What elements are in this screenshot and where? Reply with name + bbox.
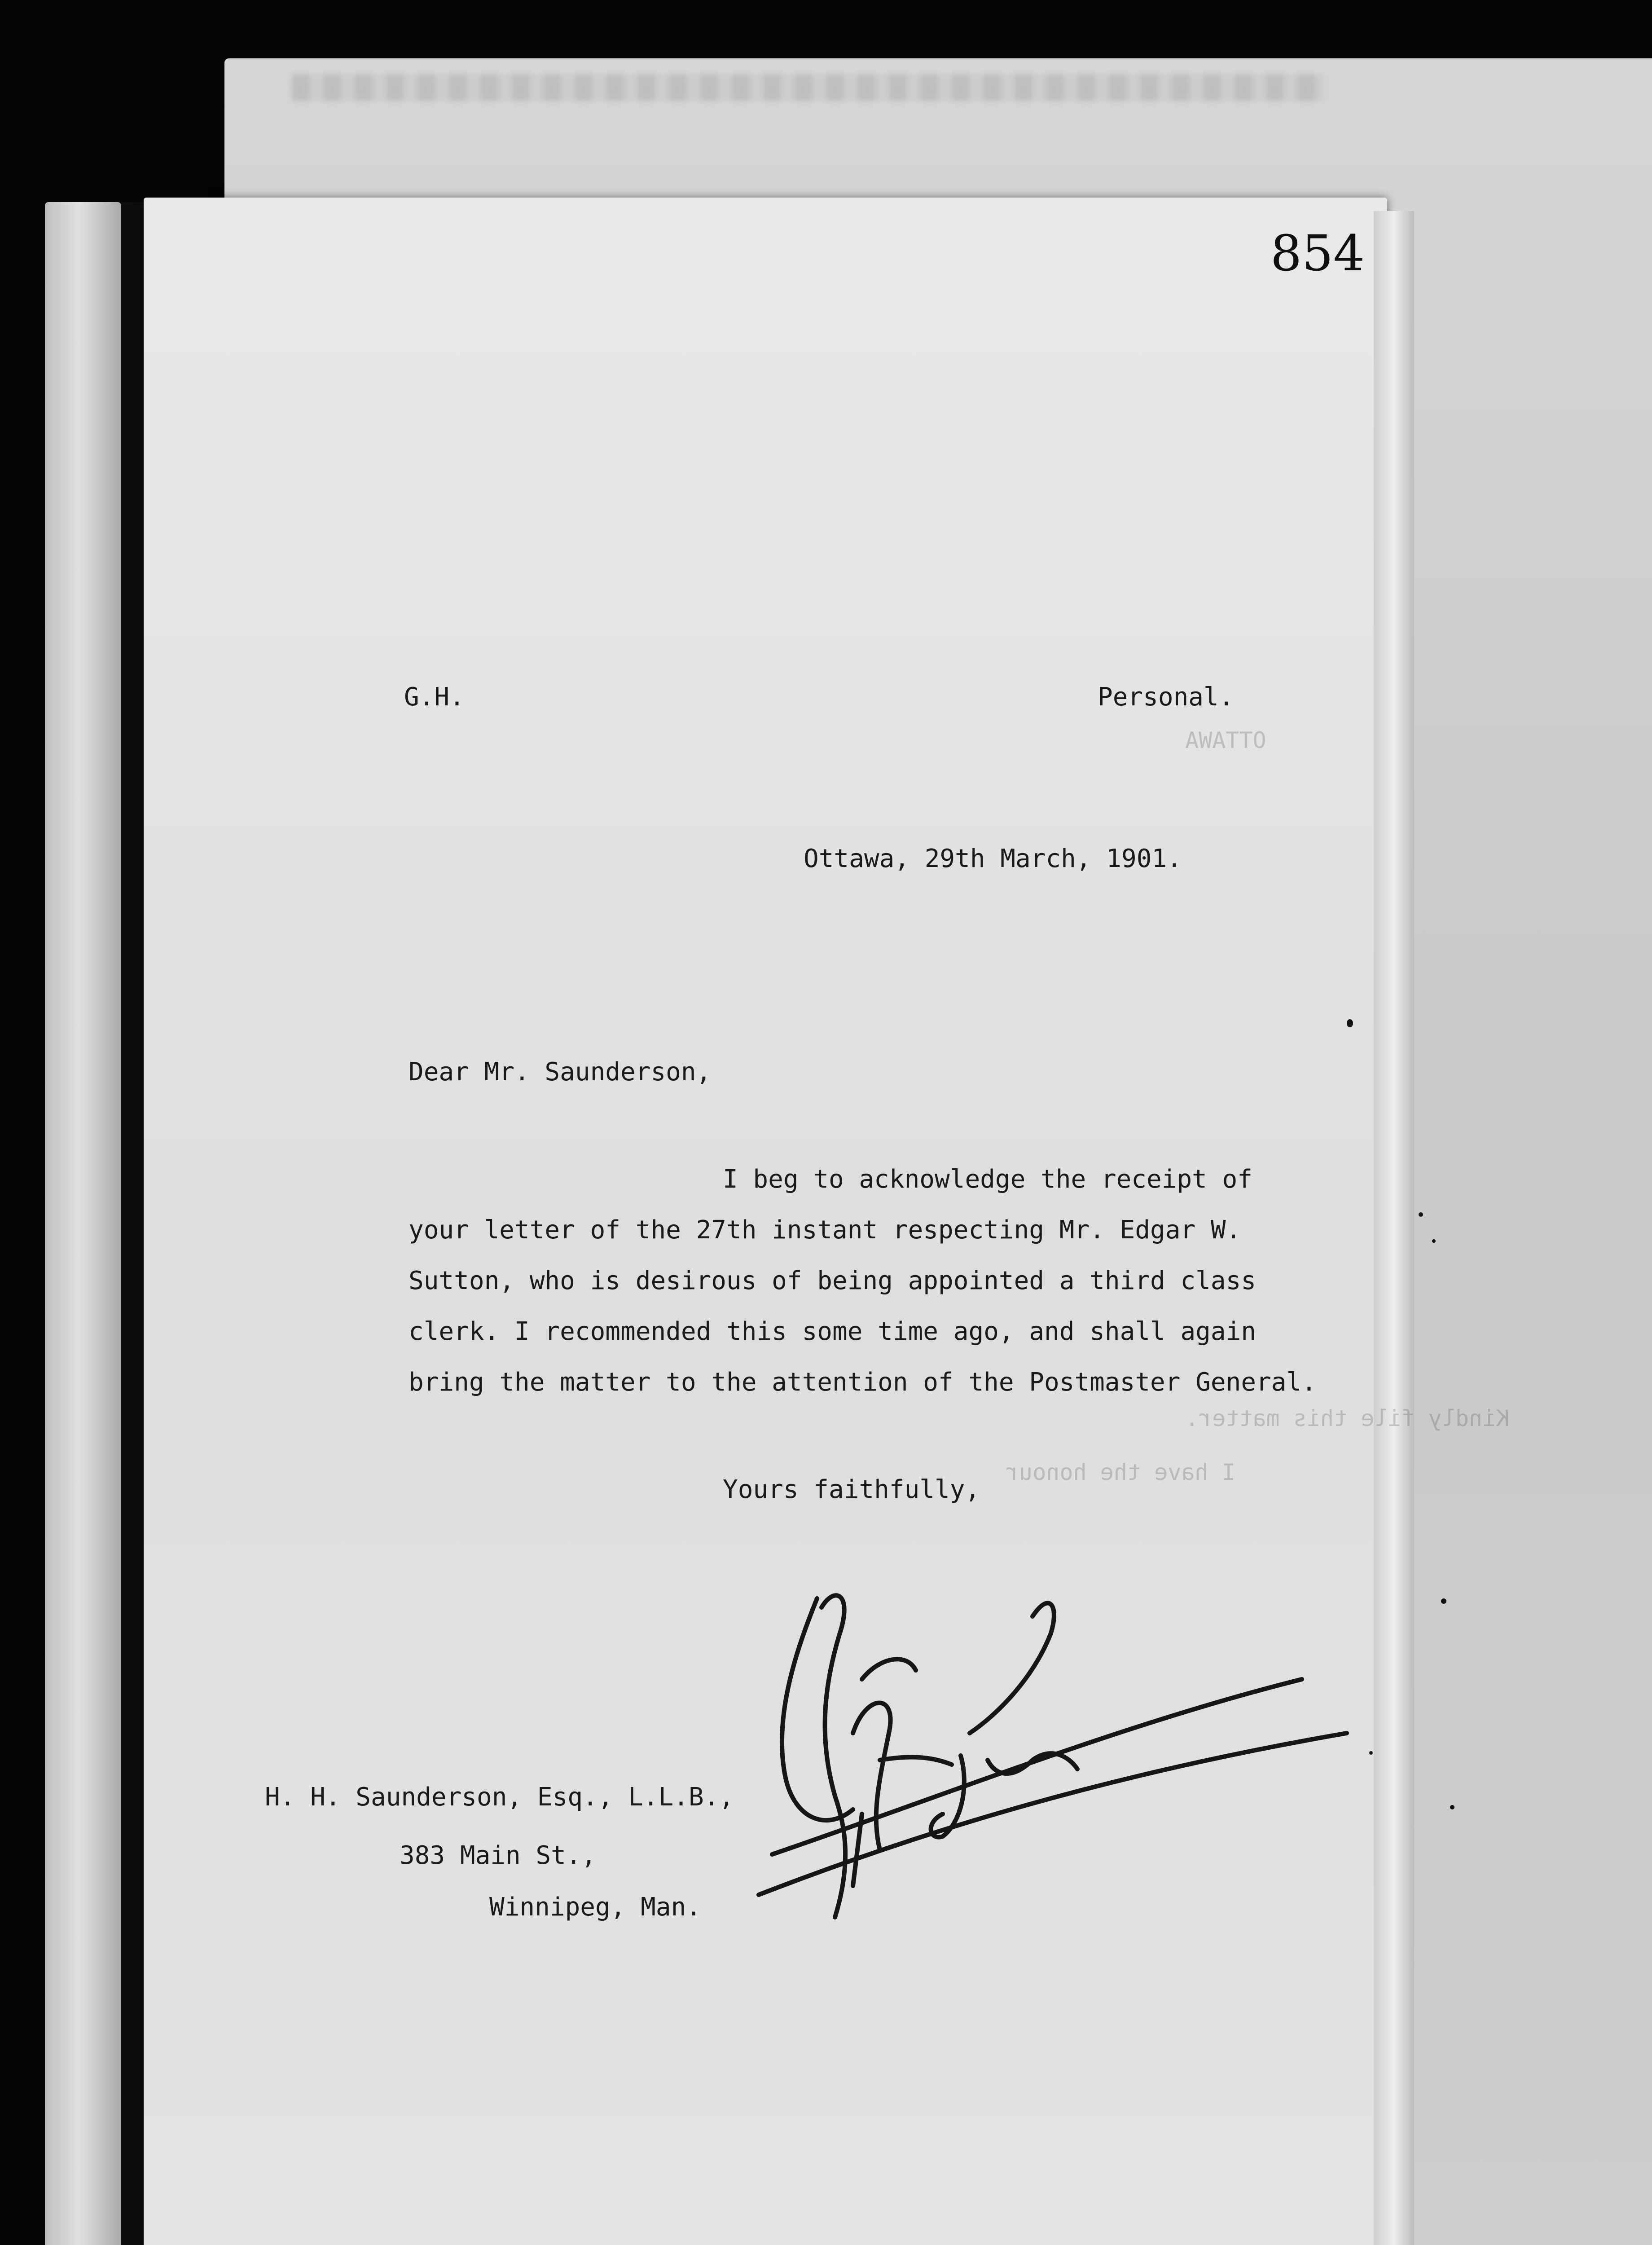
body-line: your letter of the 27th instant respecting Mr. Edgar W.	[409, 1215, 1241, 1245]
back-sheet-bleed-text	[292, 74, 1324, 101]
body-line: clerk. I recommended this some time ago, and shall again	[409, 1317, 1257, 1346]
show-through-text: OTTAWA	[1185, 727, 1266, 753]
speck	[1432, 1239, 1436, 1243]
page-number: 854	[1270, 224, 1365, 282]
show-through-text: I have the honour	[1006, 1459, 1235, 1485]
letter-body	[409, 1154, 1396, 1408]
speck	[1450, 1805, 1454, 1809]
date-line: Ottawa, 29th March, 1901.	[804, 844, 1182, 873]
body-line: Sutton, who is desirous of being appointed a third class	[409, 1266, 1257, 1295]
binding-strip	[45, 202, 121, 2245]
salutation: Dear Mr. Saunderson,	[409, 1057, 712, 1087]
recipient-name: H. H. Saunderson, Esq., L.L.B.,	[265, 1783, 734, 1812]
show-through-text: Kindly file this matter.	[1185, 1405, 1510, 1431]
recipient-city: Winnipeg, Man.	[489, 1893, 702, 1922]
signature	[718, 1545, 1356, 1949]
header-personal: Personal.	[1098, 682, 1234, 712]
recipient-street: 383 Main St.,	[400, 1841, 597, 1870]
speck	[1441, 1598, 1446, 1604]
speck	[1369, 1751, 1373, 1755]
body-line: bring the matter to the attention of the Postmaster General.	[409, 1368, 1317, 1397]
speck	[1347, 1019, 1353, 1027]
speck	[1419, 1212, 1423, 1217]
body-line: I beg to acknowledge the receipt of	[723, 1165, 1253, 1194]
header-initials: G.H.	[404, 682, 465, 712]
closing: Yours faithfully,	[723, 1475, 980, 1504]
